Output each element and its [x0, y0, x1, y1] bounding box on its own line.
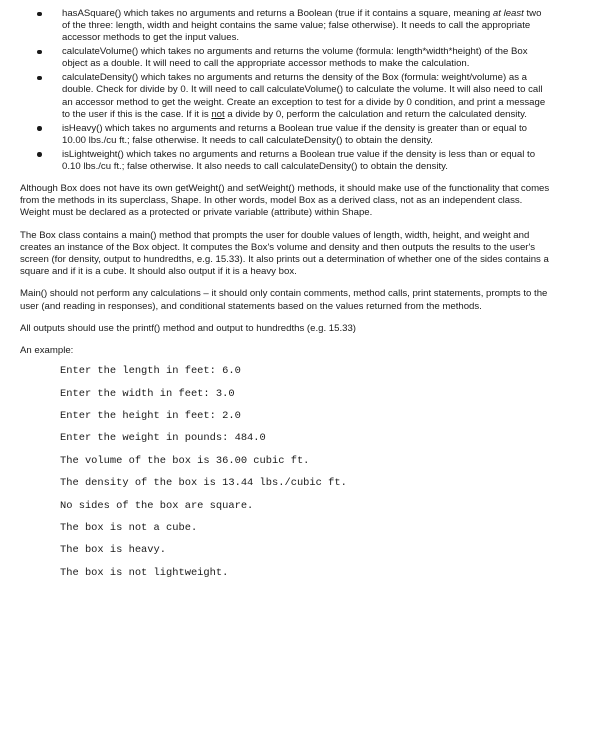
example-line-height: Enter the height in feet: 2.0 [60, 410, 241, 423]
bullet-dot-icon [37, 152, 42, 157]
example-line-lightweight: The box is not lightweight. [60, 566, 229, 579]
bullet-is-heavy [20, 123, 550, 147]
bullet-underline: not [211, 108, 225, 120]
example-line-weight: Enter the weight in pounds: 484.0 [60, 432, 266, 445]
bullet-text: calculateVolume() which takes no arguments and returns the volume (formula: length*width*height) of the Box object as a double. It will need to call the appropriate accessor methods to make the calculation. [62, 46, 528, 70]
bullet-text-post: a divide by 0, perform the calculation and return the calculated density. [224, 108, 527, 120]
bullet-calculate-volume [20, 46, 550, 70]
bullet-is-lightweight [20, 149, 550, 173]
paragraph-inheritance: Although Box does not have its own getWeight() and setWeight() methods, it should make use of the functionality that comes from the methods in its superclass, Shape. In other words, model Box as a derived class, not as an independent class. Weight must be declared as a protected or private variable (attribute) within Shape. [20, 183, 550, 219]
bullet-calculate-density [20, 72, 550, 121]
paragraph-outputs: All outputs should use the printf() method and output to hundredths (e.g. 15.33) [20, 322, 356, 334]
example-line-width: Enter the width in feet: 3.0 [60, 387, 235, 400]
paragraph-main-method: The Box class contains a main() method that prompts the user for double values of length, width, height, and weight and creates an instance of the Box object. It computes the Box's volume and density and then outputs the results to the user's screen (for density, output to hundredths, e.g. 15.33). It also prints out a determination of whether one of the sides contains a square and if it is a cube. It should also output if it is a heavy box. [20, 229, 549, 278]
bullet-dot-icon [37, 76, 42, 81]
bullet-has-a-square [20, 8, 550, 45]
example-line-square: No sides of the box are square. [60, 499, 254, 512]
bullet-text: isHeavy() which takes no arguments and returns a Boolean true value if the density is greater than or equal to 10.00 lbs./cu ft.; false otherwise. It needs to call calculateDensity() to obtain the density. [62, 122, 528, 146]
example-line-length: Enter the length in feet: 6.0 [60, 365, 241, 378]
paragraph-main-rules: Main() should not perform any calculations – it should only contain comments, method calls, print statements, prompts to the user (and reading in responses), and conditional statements based on the values returned from the methods. [20, 288, 548, 312]
bullet-text: isLightweight() which takes no arguments and returns a Boolean true value if the density is less than or equal to 0.10 lbs./cu ft.; false otherwise. It also needs to call calculateDensity() to obtain the density. [62, 148, 536, 172]
example-line-volume: The volume of the box is 36.00 cubic ft. [60, 454, 310, 467]
method-bullet-list [20, 8, 550, 173]
example-line-heavy: The box is heavy. [60, 544, 167, 557]
document-page [20, 8, 550, 589]
bullet-dot-icon [37, 50, 42, 55]
paragraph-example-label: An example: [20, 345, 74, 357]
bullet-dot-icon [37, 126, 42, 131]
bullet-text-pre: calculateDensity() which takes no arguments and returns the density of the Box (formula: weight/volume) as a double. Check for divide by 0. It will need to call calculateVolume() to calculate the volume. It will also need to call an accessor method to get the weight. Create an exception to test for a divide by 0 condition, and print a message to the user if this is the case. If it is [62, 72, 546, 120]
example-line-cube: The box is not a cube. [60, 521, 198, 534]
bullet-text-post: two of the three: length, width and height contains the same value; false otherwise). It needs to call the appropriate accessor methods to get the input values. [62, 8, 542, 44]
example-line-density: The density of the box is 13.44 lbs./cubic ft. [60, 477, 347, 490]
example-output-block [60, 365, 550, 579]
bullet-emphasis: at least [492, 8, 524, 19]
bullet-dot-icon [37, 12, 42, 17]
bullet-text-pre: hasASquare() which takes no arguments and returns a Boolean (true if it contains a square, meaning [62, 8, 493, 19]
